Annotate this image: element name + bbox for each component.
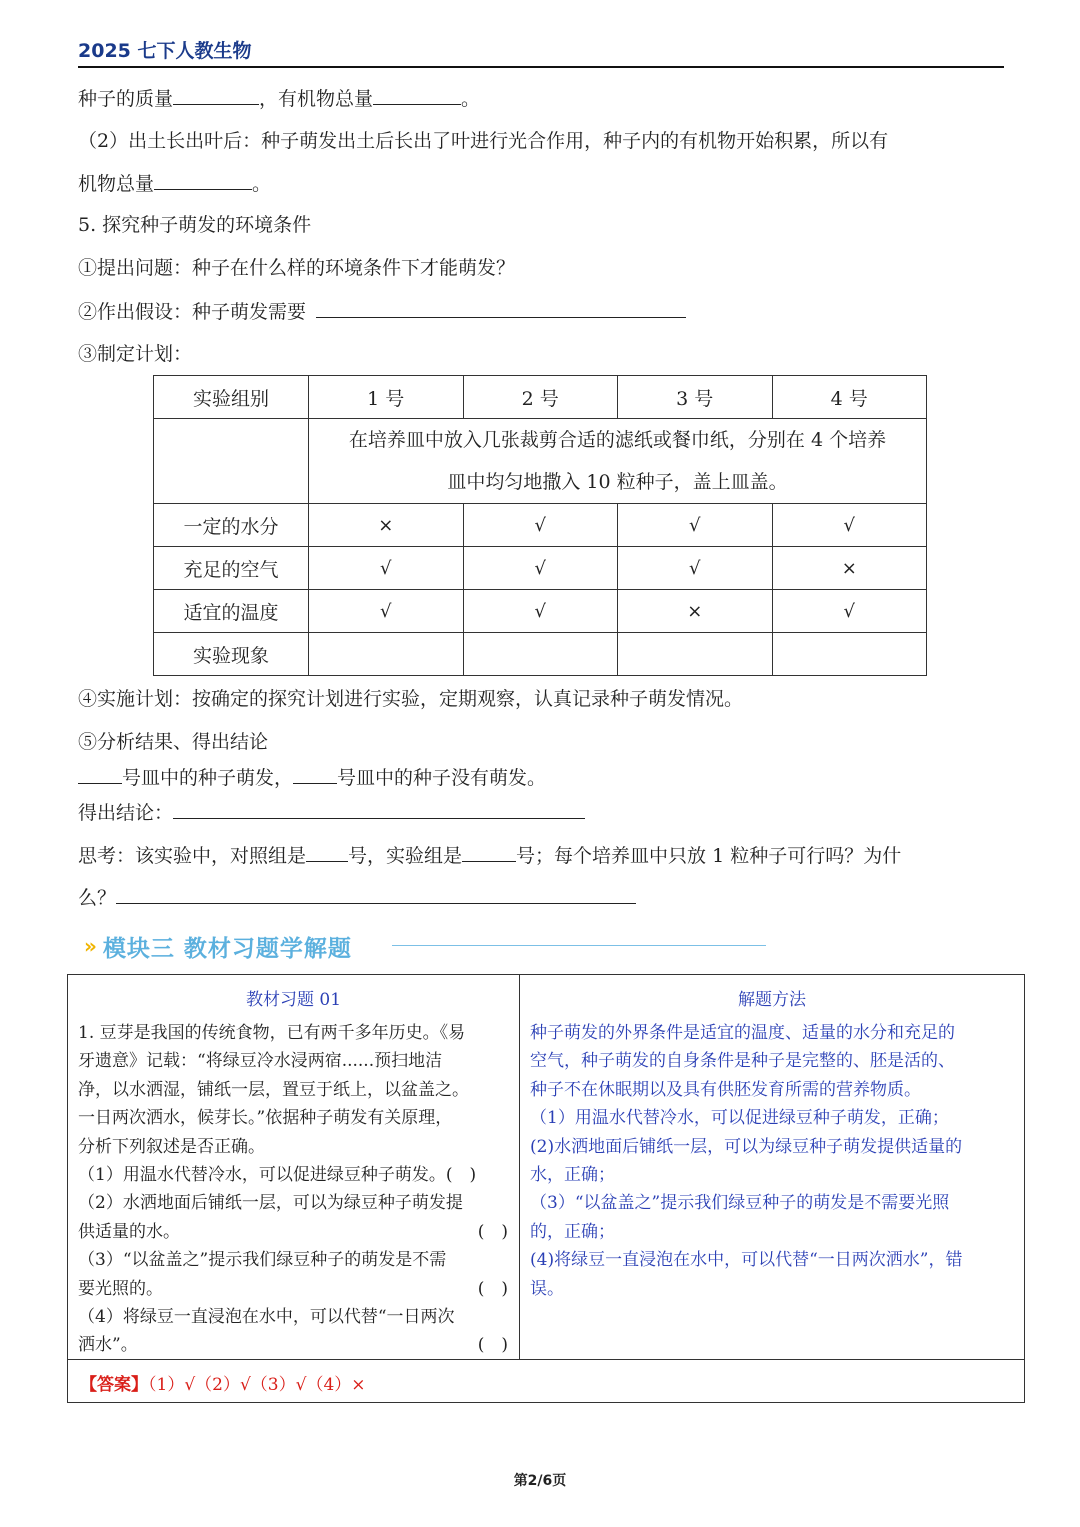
method-line: 误。 <box>530 1278 564 1299</box>
table-row <box>154 590 927 633</box>
question-line: 供适量的水。 <box>78 1221 180 1242</box>
conclusion-label: 得出结论： <box>78 802 174 824</box>
setup-description <box>309 419 927 504</box>
row-label: 实验现象 <box>154 633 309 676</box>
table-row <box>154 547 927 590</box>
fill-blank[interactable] <box>373 84 461 105</box>
method-text <box>530 1019 1018 1303</box>
think-line-1 <box>78 841 901 870</box>
question-line: 牙遗意》记载：“将绿豆冷水浸两宿......预扫地洁 <box>78 1051 443 1072</box>
header-cell: 4 号 <box>772 376 927 419</box>
method-line: （3）“以盆盖之”提示我们绿豆种子的萌发是不需要光照 <box>530 1193 950 1214</box>
result-text: 号皿中的种子萌发， <box>122 767 294 789</box>
module-heading <box>84 928 352 964</box>
condition-mark: √ <box>772 504 927 547</box>
method-line: 水，正确； <box>530 1165 615 1186</box>
question-line: 1. 豆芽是我国的传统食物，已有两千多年历史。《易 <box>78 1023 466 1043</box>
conclusion-blank[interactable] <box>173 798 585 819</box>
setup-line: 皿中均匀地撒入 10 粒种子，盖上皿盖。 <box>447 471 788 493</box>
header-cell: 2 号 <box>463 376 618 419</box>
method-panel <box>520 975 1024 1359</box>
fill-blank[interactable] <box>462 841 516 862</box>
condition-mark: √ <box>463 590 618 633</box>
header-title: 2025 七下人教生物 <box>78 40 252 62</box>
section5-title: 5. 探究种子萌发的环境条件 <box>78 214 312 236</box>
row-label: 适宜的温度 <box>154 590 309 633</box>
result-line <box>78 763 546 792</box>
exercise-question-panel <box>68 975 520 1359</box>
think-text: 号，实验组是 <box>348 845 463 867</box>
question-line: 分析下列叙述是否正确。 <box>78 1136 265 1157</box>
answer-paren[interactable]: ( ) <box>477 1221 508 1242</box>
fill-blank[interactable] <box>116 883 636 904</box>
condition-mark: √ <box>309 590 464 633</box>
row-label: 一定的水分 <box>154 504 309 547</box>
condition-mark: √ <box>618 547 773 590</box>
think-text: 思考：该实验中，对照组是 <box>78 845 307 867</box>
empty-cell <box>154 419 309 504</box>
answer-text: （1）√（2）√（3）√（4）× <box>148 1375 366 1395</box>
condition-mark: √ <box>463 504 618 547</box>
hypothesis-label: ②作出假设：种子萌发需要 <box>78 301 307 323</box>
step-plan: ③制定计划： <box>78 343 193 365</box>
method-line: （1）用温水代替冷水，可以促进绿豆种子萌发，正确； <box>530 1108 949 1129</box>
method-title: 解题方法 <box>738 990 806 1010</box>
page-header <box>78 34 1004 68</box>
condition-mark: √ <box>618 504 773 547</box>
question-line: 要光照的。 <box>78 1278 163 1299</box>
question-item-2: （2）水洒地面后铺纸一层，可以为绿豆种子萌发提 <box>78 1193 463 1214</box>
table-header-row <box>154 376 927 419</box>
intro-line-3 <box>78 169 271 198</box>
observation-cell[interactable] <box>463 633 618 676</box>
method-line: 种子萌发的外界条件是适宜的温度、适量的水分和充足的 <box>530 1023 955 1043</box>
table-setup-row <box>154 419 927 504</box>
condition-mark: × <box>309 504 464 547</box>
question-item-4: （4）将绿豆一直浸泡在水中，可以代替“一日两次 <box>78 1307 455 1328</box>
fill-blank[interactable] <box>154 169 252 190</box>
observation-cell[interactable] <box>772 633 927 676</box>
intro-text: 。 <box>461 88 481 110</box>
step-analyze: ⑤分析结果、得出结论 <box>78 731 269 753</box>
question-item-4-cont <box>78 1331 508 1359</box>
exercise-box <box>67 974 1025 1403</box>
table-row <box>154 504 927 547</box>
fill-blank[interactable] <box>306 841 348 862</box>
question-line: 一日两次洒水，候芽长。”依据种子萌发有关原理， <box>78 1108 453 1129</box>
experiment-table <box>153 375 927 676</box>
answer-line <box>80 1370 366 1395</box>
step-implement: ④实施计划：按确定的探究计划进行实验，定期观察，认真记录种子萌发情况。 <box>78 688 744 710</box>
condition-mark: × <box>772 547 927 590</box>
observation-cell[interactable] <box>309 633 464 676</box>
intro-line-1 <box>78 84 480 113</box>
question-item-1: （1）用温水代替冷水，可以促进绿豆种子萌发。( ) <box>78 1165 477 1186</box>
setup-line: 在培养皿中放入几张裁剪合适的滤纸或餐巾纸，分别在 4 个培养 <box>348 429 887 451</box>
question-item-3-cont <box>78 1275 508 1303</box>
conclusion-line <box>78 798 585 827</box>
intro-text: 。 <box>252 173 272 195</box>
condition-mark: √ <box>463 547 618 590</box>
step-hypothesis <box>78 297 686 326</box>
condition-mark: √ <box>309 547 464 590</box>
think-text: 么？ <box>78 887 117 909</box>
row-label: 充足的空气 <box>154 547 309 590</box>
header-cell: 3 号 <box>618 376 773 419</box>
intro-text: ，有机物总量 <box>259 88 374 110</box>
intro-text: 机物总量 <box>78 173 155 195</box>
intro-text: 种子的质量 <box>78 88 174 110</box>
question-item-3: （3）“以盆盖之”提示我们绿豆种子的萌发是不需 <box>78 1250 447 1271</box>
method-line: 的，正确； <box>530 1221 615 1242</box>
fill-blank[interactable] <box>293 763 337 784</box>
answer-row <box>68 1359 1024 1403</box>
method-line: 种子不在休眠期以及具有供胚发育所需的营养物质。 <box>530 1079 921 1100</box>
question-text <box>78 1019 508 1360</box>
method-line: (2)水洒地面后铺纸一层，可以为绿豆种子萌发提供适量的 <box>530 1136 963 1157</box>
table-row <box>154 633 927 676</box>
module-title: 模块三 教材习题学解题 <box>102 935 352 962</box>
header-cell: 实验组别 <box>154 376 309 419</box>
method-line: 空气，种子萌发的自身条件是种子是完整的、胚是活的、 <box>530 1051 955 1072</box>
hypothesis-blank[interactable] <box>316 297 686 318</box>
answer-paren[interactable]: ( ) <box>477 1335 508 1356</box>
fill-blank[interactable] <box>78 763 122 784</box>
result-text: 号皿中的种子没有萌发。 <box>337 767 547 789</box>
think-line-2 <box>78 883 636 912</box>
answer-label: 【答案】 <box>80 1375 148 1395</box>
module-divider <box>392 945 766 946</box>
question-item-2-cont <box>78 1218 508 1246</box>
double-chevron-icon: » <box>84 934 97 958</box>
header-cell: 1 号 <box>309 376 464 419</box>
question-line: 洒水”。 <box>78 1335 138 1356</box>
page-number: 第2/6页 <box>513 1473 567 1489</box>
condition-mark: × <box>618 590 773 633</box>
think-text: 号；每个培养皿中只放 1 粒种子可行吗？为什 <box>516 845 902 867</box>
answer-paren[interactable]: ( ) <box>477 1278 508 1299</box>
fill-blank[interactable] <box>173 84 259 105</box>
question-line: 净，以水洒湿，铺纸一层，置豆于纸上，以盆盖之。 <box>78 1079 469 1100</box>
step-question: ①提出问题：种子在什么样的环境条件下才能萌发？ <box>78 257 516 279</box>
condition-mark: √ <box>772 590 927 633</box>
exercise-title: 教材习题 01 <box>245 990 342 1010</box>
observation-cell[interactable] <box>618 633 773 676</box>
method-line: (4)将绿豆一直浸泡在水中，可以代替“一日两次洒水”，错 <box>530 1250 963 1271</box>
intro-line-2: （2）出土长出叶后：种子萌发出土后长出了叶进行光合作用，种子内的有机物开始积累，所以有 <box>78 130 889 152</box>
